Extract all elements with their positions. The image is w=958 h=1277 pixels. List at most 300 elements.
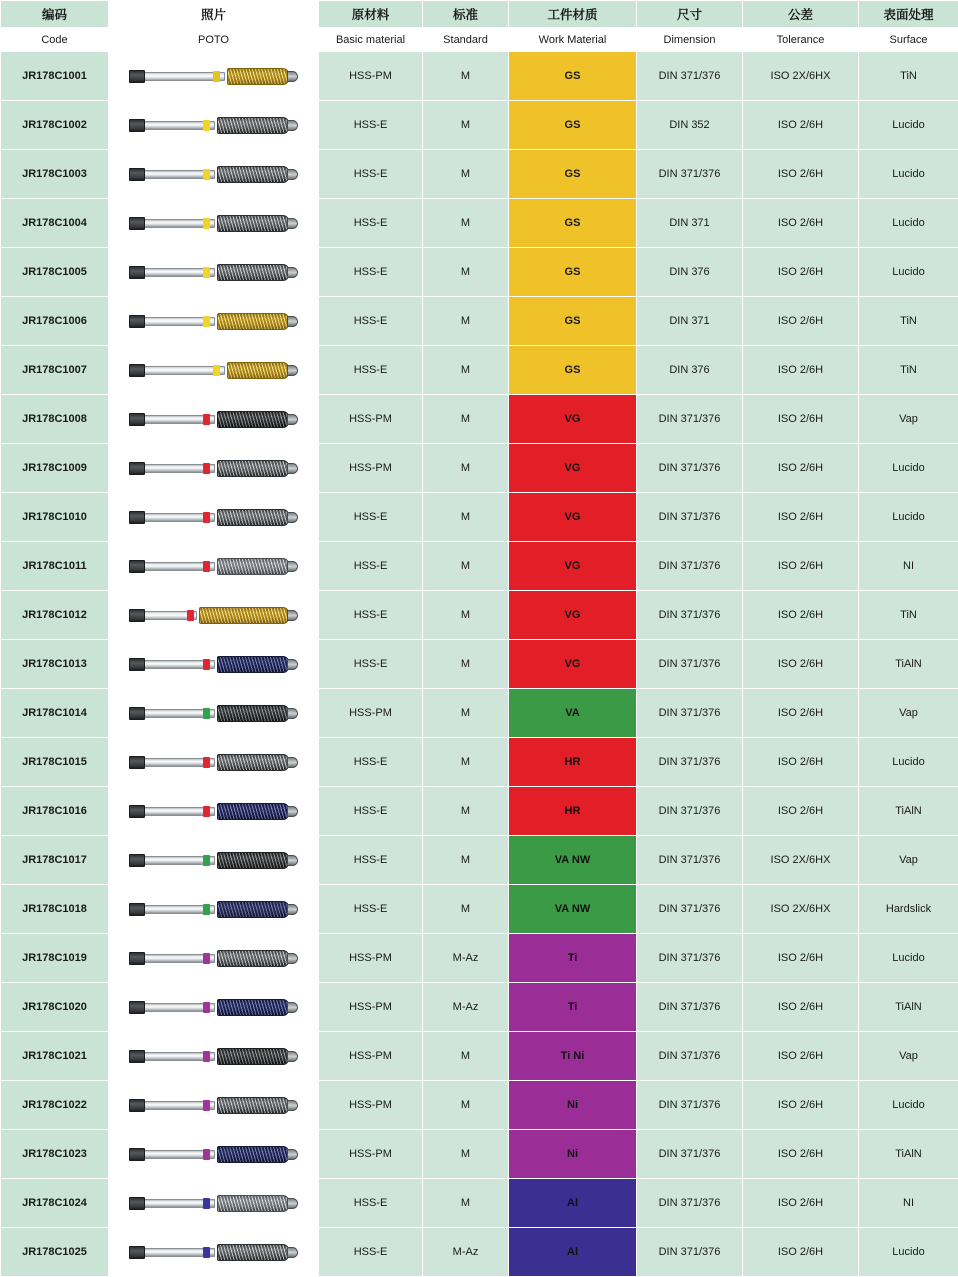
tap-tip bbox=[287, 1149, 298, 1160]
tap-tip bbox=[287, 463, 298, 474]
cell-code: JR178C1023 bbox=[1, 1130, 109, 1179]
cell-surface: Lucido bbox=[859, 493, 958, 542]
cell-work-material: Ni bbox=[509, 1081, 637, 1130]
tap-tip bbox=[287, 120, 298, 131]
cell-tolerance: ISO 2/6H bbox=[743, 1032, 859, 1081]
tap-tip bbox=[287, 169, 298, 180]
cell-standard: M bbox=[423, 150, 509, 199]
tap-tip bbox=[287, 757, 298, 768]
table-row[interactable] bbox=[1, 444, 958, 493]
tap-threaded-section bbox=[217, 117, 289, 134]
cell-standard: M bbox=[423, 395, 509, 444]
cell-basic-material: HSS-E bbox=[319, 248, 423, 297]
cell-standard: M bbox=[423, 346, 509, 395]
cell-standard: M bbox=[423, 591, 509, 640]
tap-square-drive bbox=[129, 756, 145, 769]
table-row[interactable] bbox=[1, 1032, 958, 1081]
tap-square-drive bbox=[129, 315, 145, 328]
table-row[interactable] bbox=[1, 1228, 958, 1277]
tap-color-ring bbox=[203, 218, 210, 229]
tap-threaded-section bbox=[217, 313, 289, 330]
cell-photo bbox=[109, 738, 319, 787]
cell-surface: TiN bbox=[859, 346, 958, 395]
table-body bbox=[1, 52, 958, 1277]
tap-square-drive bbox=[129, 707, 145, 720]
cell-work-material: GS bbox=[509, 101, 637, 150]
tap-tip bbox=[287, 855, 298, 866]
tap-color-ring bbox=[203, 1198, 210, 1209]
cell-photo bbox=[109, 395, 319, 444]
cell-standard: M bbox=[423, 493, 509, 542]
cell-tolerance: ISO 2/6H bbox=[743, 1130, 859, 1179]
cell-basic-material: HSS-PM bbox=[319, 983, 423, 1032]
table-row[interactable] bbox=[1, 346, 958, 395]
tap-color-ring bbox=[203, 414, 210, 425]
tap-square-drive bbox=[129, 1197, 145, 1210]
cell-work-material: VA NW bbox=[509, 885, 637, 934]
tap-threaded-section bbox=[217, 1244, 289, 1261]
tap-square-drive bbox=[129, 658, 145, 671]
cell-basic-material: HSS-E bbox=[319, 640, 423, 689]
tap-tip bbox=[287, 806, 298, 817]
cell-work-material: Ni bbox=[509, 1130, 637, 1179]
cell-standard: M bbox=[423, 640, 509, 689]
cell-photo bbox=[109, 297, 319, 346]
table-row[interactable] bbox=[1, 836, 958, 885]
tap-tip bbox=[287, 1100, 298, 1111]
table-row[interactable] bbox=[1, 983, 958, 1032]
tap-tool-icon bbox=[129, 1043, 299, 1069]
cell-tolerance: ISO 2/6H bbox=[743, 297, 859, 346]
cell-dimension: DIN 371/376 bbox=[637, 542, 743, 591]
header-surface-cn: 表面处理 bbox=[859, 1, 958, 28]
cell-surface: Vap bbox=[859, 1032, 958, 1081]
cell-code: JR178C1008 bbox=[1, 395, 109, 444]
table-row[interactable] bbox=[1, 738, 958, 787]
tap-tool-icon bbox=[129, 553, 299, 579]
cell-tolerance: ISO 2/6H bbox=[743, 689, 859, 738]
cell-surface: TiAlN bbox=[859, 1130, 958, 1179]
cell-surface: Vap bbox=[859, 689, 958, 738]
tap-color-ring bbox=[213, 71, 220, 82]
cell-work-material: Al bbox=[509, 1228, 637, 1277]
tap-color-ring bbox=[187, 610, 194, 621]
cell-photo bbox=[109, 444, 319, 493]
tap-square-drive bbox=[129, 119, 145, 132]
tap-square-drive bbox=[129, 266, 145, 279]
cell-dimension: DIN 371/376 bbox=[637, 52, 743, 101]
cell-basic-material: HSS-E bbox=[319, 297, 423, 346]
cell-dimension: DIN 371/376 bbox=[637, 738, 743, 787]
tap-tool-icon bbox=[129, 994, 299, 1020]
tap-square-drive bbox=[129, 217, 145, 230]
tap-square-drive bbox=[129, 168, 145, 181]
cell-standard: M bbox=[423, 885, 509, 934]
tap-tool-icon bbox=[129, 210, 299, 236]
tap-color-ring bbox=[203, 1100, 210, 1111]
cell-dimension: DIN 371/376 bbox=[637, 1032, 743, 1081]
cell-basic-material: HSS-E bbox=[319, 493, 423, 542]
cell-dimension: DIN 371/376 bbox=[637, 1179, 743, 1228]
cell-basic-material: HSS-PM bbox=[319, 1081, 423, 1130]
tap-threaded-section bbox=[217, 1097, 289, 1114]
tap-color-ring bbox=[203, 267, 210, 278]
cell-dimension: DIN 371/376 bbox=[637, 395, 743, 444]
tap-square-drive bbox=[129, 70, 145, 83]
tap-tip bbox=[287, 71, 298, 82]
tap-tip bbox=[287, 561, 298, 572]
header-dimension-cn: 尺寸 bbox=[637, 1, 743, 28]
tap-square-drive bbox=[129, 1099, 145, 1112]
cell-tolerance: ISO 2/6H bbox=[743, 1179, 859, 1228]
tap-color-ring bbox=[203, 1247, 210, 1258]
tap-color-ring bbox=[203, 659, 210, 670]
tap-tool-icon bbox=[129, 602, 299, 628]
tap-threaded-section bbox=[217, 1048, 289, 1065]
cell-code: JR178C1020 bbox=[1, 983, 109, 1032]
tap-threaded-section bbox=[217, 705, 289, 722]
cell-surface: Lucido bbox=[859, 934, 958, 983]
cell-dimension: DIN 371/376 bbox=[637, 934, 743, 983]
cell-tolerance: ISO 2/6H bbox=[743, 983, 859, 1032]
tap-color-ring bbox=[203, 512, 210, 523]
tap-threaded-section bbox=[217, 509, 289, 526]
cell-surface: Vap bbox=[859, 395, 958, 444]
table-row[interactable] bbox=[1, 542, 958, 591]
cell-dimension: DIN 371 bbox=[637, 297, 743, 346]
cell-photo bbox=[109, 591, 319, 640]
header-row-english bbox=[1, 28, 958, 52]
table-row[interactable] bbox=[1, 493, 958, 542]
tap-threaded-section bbox=[217, 803, 289, 820]
tap-color-ring bbox=[203, 708, 210, 719]
cell-tolerance: ISO 2/6H bbox=[743, 199, 859, 248]
tap-color-ring bbox=[213, 365, 220, 376]
cell-photo bbox=[109, 1032, 319, 1081]
cell-basic-material: HSS-E bbox=[319, 101, 423, 150]
cell-dimension: DIN 371/376 bbox=[637, 885, 743, 934]
cell-standard: M bbox=[423, 1179, 509, 1228]
tap-tool-icon bbox=[129, 798, 299, 824]
cell-photo bbox=[109, 640, 319, 689]
tap-tip bbox=[287, 953, 298, 964]
cell-tolerance: ISO 2/6H bbox=[743, 640, 859, 689]
cell-dimension: DIN 371/376 bbox=[637, 1081, 743, 1130]
cell-surface: Lucido bbox=[859, 1081, 958, 1130]
cell-tolerance: ISO 2/6H bbox=[743, 101, 859, 150]
table-row[interactable] bbox=[1, 248, 958, 297]
cell-tolerance: ISO 2/6H bbox=[743, 346, 859, 395]
tap-tip bbox=[287, 1002, 298, 1013]
tap-threaded-section bbox=[227, 362, 289, 379]
cell-dimension: DIN 376 bbox=[637, 248, 743, 297]
cell-photo bbox=[109, 1228, 319, 1277]
cell-basic-material: HSS-PM bbox=[319, 444, 423, 493]
cell-work-material: VG bbox=[509, 591, 637, 640]
cell-tolerance: ISO 2X/6HX bbox=[743, 52, 859, 101]
cell-work-material: GS bbox=[509, 346, 637, 395]
tap-color-ring bbox=[203, 1002, 210, 1013]
tap-tip bbox=[287, 512, 298, 523]
header-basic-material-en: Basic material bbox=[319, 28, 423, 52]
table-row[interactable] bbox=[1, 591, 958, 640]
header-photo-en: POTO bbox=[109, 28, 319, 52]
table-row[interactable] bbox=[1, 150, 958, 199]
cell-dimension: DIN 371/376 bbox=[637, 836, 743, 885]
tap-square-drive bbox=[129, 462, 145, 475]
cell-tolerance: ISO 2/6H bbox=[743, 150, 859, 199]
table-header bbox=[1, 1, 958, 52]
tap-square-drive bbox=[129, 903, 145, 916]
cell-surface: TiAlN bbox=[859, 787, 958, 836]
cell-work-material: VA bbox=[509, 689, 637, 738]
tap-square-drive bbox=[129, 364, 145, 377]
cell-standard: M bbox=[423, 1032, 509, 1081]
cell-code: JR178C1025 bbox=[1, 1228, 109, 1277]
cell-standard: M-Az bbox=[423, 934, 509, 983]
cell-code: JR178C1005 bbox=[1, 248, 109, 297]
header-code-cn: 编码 bbox=[1, 1, 109, 28]
cell-surface: TiAlN bbox=[859, 983, 958, 1032]
cell-dimension: DIN 371/376 bbox=[637, 1228, 743, 1277]
tap-square-drive bbox=[129, 609, 145, 622]
tap-tip bbox=[287, 1051, 298, 1062]
cell-photo bbox=[109, 346, 319, 395]
cell-basic-material: HSS-E bbox=[319, 591, 423, 640]
cell-code: JR178C1017 bbox=[1, 836, 109, 885]
tap-threaded-section bbox=[217, 411, 289, 428]
tap-color-ring bbox=[203, 806, 210, 817]
tap-threaded-section bbox=[199, 607, 289, 624]
header-row-chinese bbox=[1, 1, 958, 28]
tap-threaded-section bbox=[227, 68, 289, 85]
tap-square-drive bbox=[129, 511, 145, 524]
tap-tool-icon bbox=[129, 63, 299, 89]
tap-tool-icon bbox=[129, 651, 299, 677]
cell-tolerance: ISO 2/6H bbox=[743, 542, 859, 591]
cell-surface: TiN bbox=[859, 52, 958, 101]
cell-work-material: VG bbox=[509, 542, 637, 591]
table-row[interactable] bbox=[1, 297, 958, 346]
cell-standard: M bbox=[423, 199, 509, 248]
tap-threaded-section bbox=[217, 1195, 289, 1212]
cell-photo bbox=[109, 689, 319, 738]
header-standard-cn: 标准 bbox=[423, 1, 509, 28]
cell-work-material: VG bbox=[509, 395, 637, 444]
tap-square-drive bbox=[129, 1148, 145, 1161]
header-standard-en: Standard bbox=[423, 28, 509, 52]
cell-work-material: HR bbox=[509, 787, 637, 836]
cell-basic-material: HSS-PM bbox=[319, 1032, 423, 1081]
table-row[interactable] bbox=[1, 1130, 958, 1179]
tap-color-ring bbox=[203, 169, 210, 180]
header-basic-material-cn: 原材料 bbox=[319, 1, 423, 28]
cell-work-material: GS bbox=[509, 248, 637, 297]
cell-basic-material: HSS-E bbox=[319, 199, 423, 248]
cell-dimension: DIN 371/376 bbox=[637, 787, 743, 836]
tap-tip bbox=[287, 365, 298, 376]
table-row[interactable] bbox=[1, 640, 958, 689]
cell-dimension: DIN 352 bbox=[637, 101, 743, 150]
cell-dimension: DIN 371/376 bbox=[637, 150, 743, 199]
cell-code: JR178C1024 bbox=[1, 1179, 109, 1228]
cell-tolerance: ISO 2/6H bbox=[743, 738, 859, 787]
cell-code: JR178C1019 bbox=[1, 934, 109, 983]
cell-tolerance: ISO 2X/6HX bbox=[743, 885, 859, 934]
tap-threaded-section bbox=[217, 656, 289, 673]
tap-tool-icon bbox=[129, 161, 299, 187]
tap-threaded-section bbox=[217, 950, 289, 967]
cell-photo bbox=[109, 983, 319, 1032]
tap-square-drive bbox=[129, 1001, 145, 1014]
table-row[interactable] bbox=[1, 787, 958, 836]
tap-tip bbox=[287, 316, 298, 327]
cell-work-material: VA NW bbox=[509, 836, 637, 885]
cell-basic-material: HSS-PM bbox=[319, 52, 423, 101]
table-row[interactable] bbox=[1, 52, 958, 101]
tap-tool-icon bbox=[129, 406, 299, 432]
table-row[interactable] bbox=[1, 1081, 958, 1130]
cell-surface: Lucido bbox=[859, 1228, 958, 1277]
cell-code: JR178C1004 bbox=[1, 199, 109, 248]
cell-code: JR178C1022 bbox=[1, 1081, 109, 1130]
table-row[interactable] bbox=[1, 199, 958, 248]
cell-code: JR178C1010 bbox=[1, 493, 109, 542]
cell-tolerance: ISO 2/6H bbox=[743, 1081, 859, 1130]
cell-surface: Vap bbox=[859, 836, 958, 885]
cell-code: JR178C1014 bbox=[1, 689, 109, 738]
tap-threaded-section bbox=[217, 852, 289, 869]
cell-code: JR178C1001 bbox=[1, 52, 109, 101]
tap-threaded-section bbox=[217, 901, 289, 918]
table-row[interactable] bbox=[1, 101, 958, 150]
cell-surface: Lucido bbox=[859, 444, 958, 493]
cell-work-material: VG bbox=[509, 493, 637, 542]
cell-code: JR178C1021 bbox=[1, 1032, 109, 1081]
cell-tolerance: ISO 2/6H bbox=[743, 591, 859, 640]
tap-tool-icon bbox=[129, 308, 299, 334]
cell-standard: M-Az bbox=[423, 983, 509, 1032]
cell-work-material: Al bbox=[509, 1179, 637, 1228]
cell-standard: M bbox=[423, 444, 509, 493]
tap-tool-icon bbox=[129, 1239, 299, 1265]
tap-color-ring bbox=[203, 904, 210, 915]
cell-standard: M bbox=[423, 101, 509, 150]
header-code-en: Code bbox=[1, 28, 109, 52]
tap-tip bbox=[287, 1247, 298, 1258]
cell-standard: M-Az bbox=[423, 1228, 509, 1277]
cell-basic-material: HSS-E bbox=[319, 885, 423, 934]
cell-basic-material: HSS-E bbox=[319, 1179, 423, 1228]
cell-basic-material: HSS-PM bbox=[319, 689, 423, 738]
table-row[interactable] bbox=[1, 934, 958, 983]
cell-standard: M bbox=[423, 689, 509, 738]
tap-square-drive bbox=[129, 1050, 145, 1063]
tap-square-drive bbox=[129, 805, 145, 818]
tap-tip bbox=[287, 218, 298, 229]
header-tolerance-cn: 公差 bbox=[743, 1, 859, 28]
cell-photo bbox=[109, 1081, 319, 1130]
tap-tool-icon bbox=[129, 259, 299, 285]
cell-work-material: Ti bbox=[509, 934, 637, 983]
cell-basic-material: HSS-PM bbox=[319, 934, 423, 983]
tap-tip bbox=[287, 1198, 298, 1209]
cell-photo bbox=[109, 52, 319, 101]
tap-tool-icon bbox=[129, 1141, 299, 1167]
cell-work-material: VG bbox=[509, 640, 637, 689]
cell-code: JR178C1009 bbox=[1, 444, 109, 493]
header-tolerance-en: Tolerance bbox=[743, 28, 859, 52]
cell-standard: M bbox=[423, 1130, 509, 1179]
tap-tool-icon bbox=[129, 455, 299, 481]
cell-standard: M bbox=[423, 738, 509, 787]
table-row[interactable] bbox=[1, 885, 958, 934]
cell-surface: Hardslick bbox=[859, 885, 958, 934]
tap-tool-icon bbox=[129, 112, 299, 138]
tap-tool-icon bbox=[129, 357, 299, 383]
tap-tool-icon bbox=[129, 945, 299, 971]
table-row[interactable] bbox=[1, 395, 958, 444]
cell-standard: M bbox=[423, 52, 509, 101]
tap-color-ring bbox=[203, 463, 210, 474]
tap-threaded-section bbox=[217, 166, 289, 183]
tap-tool-icon bbox=[129, 1190, 299, 1216]
cell-tolerance: ISO 2/6H bbox=[743, 493, 859, 542]
cell-photo bbox=[109, 101, 319, 150]
cell-code: JR178C1002 bbox=[1, 101, 109, 150]
header-work-material-cn: 工件材质 bbox=[509, 1, 637, 28]
cell-photo bbox=[109, 150, 319, 199]
tap-square-drive bbox=[129, 854, 145, 867]
cell-surface: TiN bbox=[859, 297, 958, 346]
cell-surface: NI bbox=[859, 542, 958, 591]
cell-code: JR178C1016 bbox=[1, 787, 109, 836]
cell-dimension: DIN 371/376 bbox=[637, 640, 743, 689]
tap-tool-icon bbox=[129, 504, 299, 530]
tap-color-ring bbox=[203, 561, 210, 572]
cell-work-material: Ti bbox=[509, 983, 637, 1032]
cell-code: JR178C1013 bbox=[1, 640, 109, 689]
tap-tip bbox=[287, 610, 298, 621]
cell-tolerance: ISO 2/6H bbox=[743, 934, 859, 983]
table-row[interactable] bbox=[1, 1179, 958, 1228]
cell-surface: Lucido bbox=[859, 738, 958, 787]
cell-basic-material: HSS-E bbox=[319, 346, 423, 395]
cell-surface: TiAlN bbox=[859, 640, 958, 689]
tap-tool-icon bbox=[129, 700, 299, 726]
cell-surface: Lucido bbox=[859, 199, 958, 248]
cell-basic-material: HSS-E bbox=[319, 787, 423, 836]
tap-tool-icon bbox=[129, 1092, 299, 1118]
tap-tool-icon bbox=[129, 749, 299, 775]
cell-standard: M bbox=[423, 297, 509, 346]
cell-basic-material: HSS-E bbox=[319, 738, 423, 787]
header-photo-cn: 照片 bbox=[109, 1, 319, 28]
cell-surface: TiN bbox=[859, 591, 958, 640]
tap-color-ring bbox=[203, 1149, 210, 1160]
cell-code: JR178C1015 bbox=[1, 738, 109, 787]
cell-standard: M bbox=[423, 248, 509, 297]
cell-photo bbox=[109, 248, 319, 297]
cell-code: JR178C1006 bbox=[1, 297, 109, 346]
cell-basic-material: HSS-E bbox=[319, 1228, 423, 1277]
table-row[interactable] bbox=[1, 689, 958, 738]
cell-standard: M bbox=[423, 836, 509, 885]
cell-dimension: DIN 371/376 bbox=[637, 983, 743, 1032]
cell-work-material: GS bbox=[509, 52, 637, 101]
tap-tip bbox=[287, 708, 298, 719]
cell-surface: NI bbox=[859, 1179, 958, 1228]
